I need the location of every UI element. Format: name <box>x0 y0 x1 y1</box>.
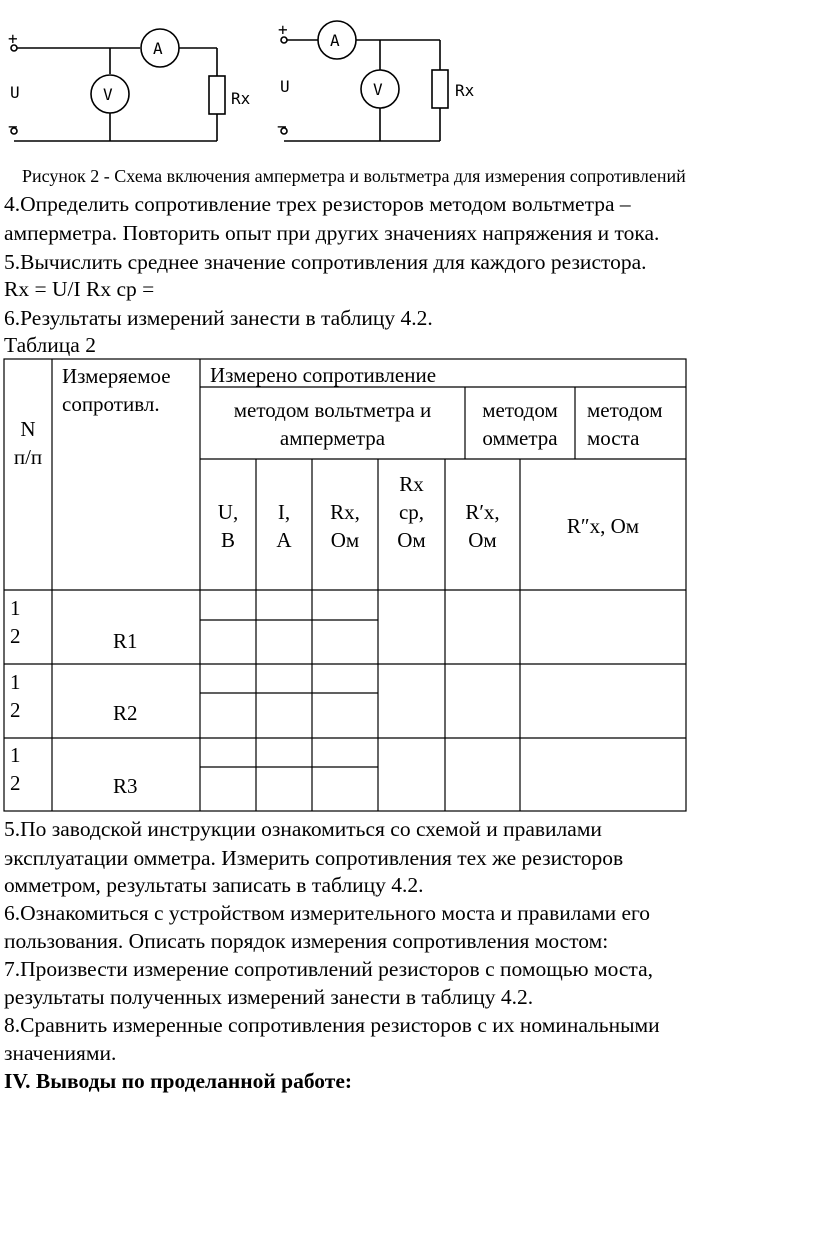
voltmeter-label-right: V <box>373 80 383 99</box>
minus-label-right: − <box>277 117 287 136</box>
n-header-line2: п/п <box>13 445 43 469</box>
after-line5: пользования. Описать порядок измерения сопротивления мостом: <box>4 929 609 953</box>
after-line3: омметром, результаты записать в таблицу 4.2. <box>4 873 424 897</box>
after-line2: эксплуатации омметра. Измерить сопротивления тех же резисторов <box>4 846 624 870</box>
u-label-right: U <box>280 77 290 96</box>
bridge-method-line1: методом <box>587 398 663 422</box>
col-u-line2: В <box>220 528 235 552</box>
resistor-label-right: Rx <box>455 81 475 100</box>
row1-resistor: R1 <box>113 629 138 653</box>
col-rdprime-header: R″x, Ом <box>566 514 640 538</box>
vam-method-line2: амперметра <box>279 426 386 450</box>
row3-n2: 2 <box>10 771 21 795</box>
measured-header <box>62 362 171 418</box>
col-rprime-line1: R′x, <box>465 500 500 524</box>
n-header <box>4 415 52 471</box>
col-rx-avg-header <box>378 470 445 554</box>
u-label-left: U <box>10 83 20 102</box>
item4-line2: амперметра. Повторить опыт при других значениях напряжения и тока. <box>4 221 660 245</box>
after-line1: 5.По заводской инструкции ознакомиться со схемой и правилами <box>4 817 602 841</box>
after-line4: 6.Ознакомиться с устройством измерительного моста и правилами его <box>4 901 651 925</box>
col-i-line2: А <box>276 528 292 552</box>
ohmmeter-method-line2: омметра <box>482 426 558 450</box>
col-u-line1: U, <box>217 500 239 524</box>
col-rprime-header <box>445 498 520 554</box>
col-rx-header <box>312 498 378 554</box>
item6: 6.Результаты измерений занести в таблицу 4.2. <box>4 306 433 330</box>
after-line6: 7.Произвести измерение сопротивлений резисторов с помощью моста, <box>4 957 653 981</box>
ammeter-label-left: A <box>153 39 163 58</box>
measured-resistance-header: Измерено сопротивление <box>210 363 437 387</box>
plus-label-left: + <box>8 29 18 48</box>
ammeter-label-right: A <box>330 31 340 50</box>
vam-method-line1: методом вольтметра и <box>233 398 432 422</box>
vam-method-header <box>200 396 465 452</box>
plus-label-right: + <box>278 20 288 39</box>
measured-header-line1: Измеряемое <box>62 364 171 388</box>
formula: Rx = U/I Rx ср = <box>4 277 155 301</box>
minus-label-left: − <box>8 117 18 136</box>
col-rx-line2: Ом <box>330 528 360 552</box>
row3-n <box>10 741 21 797</box>
ohmmeter-method-line1: методом <box>482 398 558 422</box>
col-rx-line1: Rx, <box>330 500 360 524</box>
item4-line1: 4.Определить сопротивление трех резисторов методом вольтметра – <box>4 192 631 216</box>
conclusion-heading: IV. Выводы по проделанной работе: <box>4 1069 353 1093</box>
col-rx-avg-line2: ср, <box>398 500 425 524</box>
row2-resistor: R2 <box>113 701 138 725</box>
figure-caption: Рисунок 2 - Схема включения амперметра и вольтметра для измерения сопротивлений <box>22 166 686 186</box>
col-u-header <box>200 498 256 554</box>
table-title: Таблица 2 <box>4 333 96 357</box>
col-i-line1: I, <box>277 500 291 524</box>
voltmeter-label-left: V <box>103 85 113 104</box>
after-line9: значениями. <box>4 1041 117 1065</box>
row3-resistor: R3 <box>113 774 138 798</box>
row2-n <box>10 668 21 724</box>
row2-n1: 1 <box>10 670 21 694</box>
after-line7: результаты полученных измерений занести в таблицу 4.2. <box>4 985 534 1009</box>
item5-line1: 5.Вычислить среднее значение сопротивления для каждого резистора. <box>4 250 647 274</box>
row1-n2: 2 <box>10 624 21 648</box>
col-rprime-line2: Ом <box>468 528 497 552</box>
col-rx-avg-line1: Rx <box>399 472 424 496</box>
ohmmeter-method-header <box>465 396 575 452</box>
n-header-line1: N <box>20 417 36 441</box>
row1-n1: 1 <box>10 596 21 620</box>
row3-n1: 1 <box>10 743 21 767</box>
row2-n2: 2 <box>10 698 21 722</box>
col-rx-avg-line3: Ом <box>397 528 426 552</box>
after-line8: 8.Сравнить измеренные сопротивления резисторов с их номинальными <box>4 1013 660 1037</box>
bridge-method-header <box>587 396 662 452</box>
bridge-method-line2: моста <box>587 426 640 450</box>
measured-header-line2: сопротивл. <box>62 392 160 416</box>
row1-n <box>10 594 21 650</box>
col-i-header <box>256 498 312 554</box>
resistor-label-left: Rx <box>231 89 251 108</box>
